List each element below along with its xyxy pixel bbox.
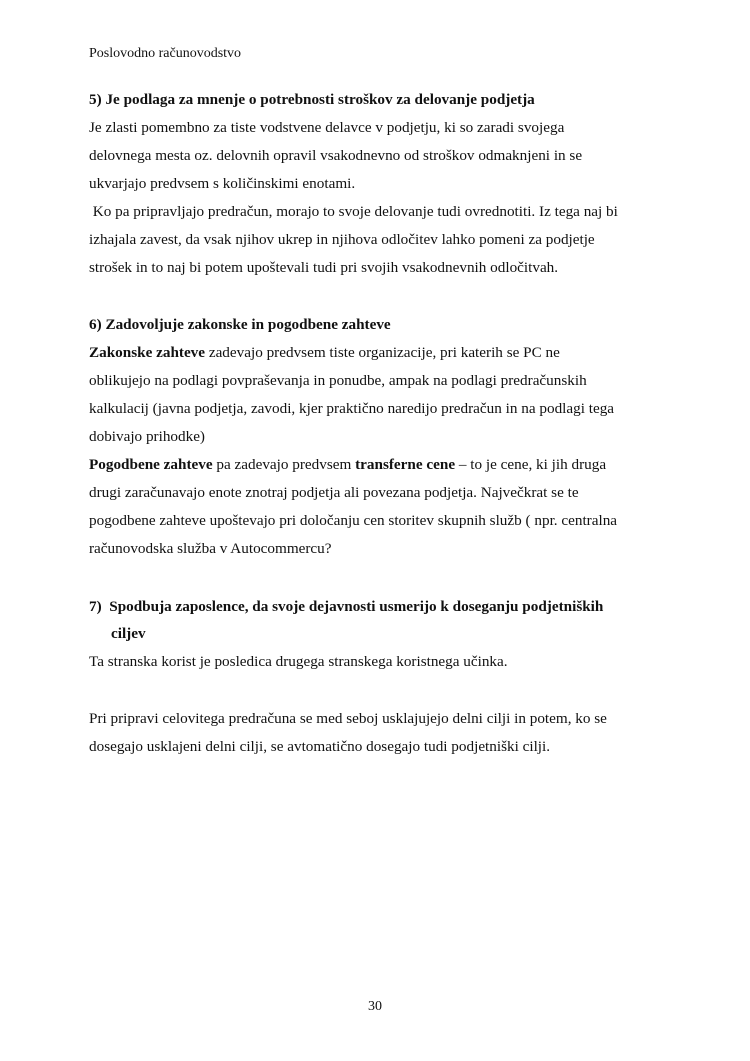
body-line: dosegajo usklajeni delni cilji, se avtomatično dosegajo tudi podjetniški cilji. [89, 738, 551, 755]
body-line: Ko pa pripravljajo predračun, morajo to svoje delovanje tudi ovrednotiti. Iz tega naj bi [89, 203, 618, 220]
body-line: Pri pripravi celovitega predračuna se med seboj usklajujejo delni cilji in potem, ko se [89, 710, 607, 727]
body-line: oblikujejo na podlagi povpraševanja in ponudbe, ampak na podlagi predračunskih [89, 372, 587, 389]
term-pogodbene-zahteve: Pogodbene zahteve [89, 456, 213, 473]
body-line: kalkulacij (javna podjetja, zavodi, kjer praktično naredijo predračun in na podlagi tega [89, 400, 615, 417]
body-line: drugi zaračunavajo enote znotraj podjetja ali povezana podjetja. Največkrat se te [89, 484, 579, 501]
body-line: Je zlasti pomembno za tiste vodstvene delavce v podjetju, ki so zaradi svojega [89, 119, 565, 136]
section-7-heading: 7) Spodbuja zaposlence, da svoje dejavnosti usmerijo k doseganju podjetniških [89, 598, 604, 615]
body-line: izhajala zavest, da vsak njihov ukrep in njihova odločitev lahko pomeni za podjetje [89, 231, 595, 248]
term-zakonske-zahteve: Zakonske zahteve [89, 344, 206, 361]
body-line: strošek in to naj bi potem upoštevali tudi pri svojih vsakodnevnih odločitvah. [89, 259, 559, 276]
section-6-heading: 6) Zadovoljuje zakonske in pogodbene zahteve [89, 316, 391, 333]
body-line: ukvarjajo predvsem s količinskimi enotami. [89, 175, 356, 192]
body-line [89, 455, 606, 475]
body-line: pogodbene zahteve upoštevajo pri določanju cen storitev skupnih služb ( npr. centralna [89, 512, 618, 529]
body-line [89, 343, 560, 363]
section-7-heading-cont: ciljev [111, 625, 146, 642]
term-transferne-cene: transferne cene [355, 456, 456, 473]
body-line: Ta stranska korist je posledica drugega stranskega koristnega učinka. [89, 653, 508, 670]
section-5-heading: 5) Je podlaga za mnenje o potrebnosti stroškov za delovanje podjetja [89, 91, 535, 108]
body-text: zadevajo predvsem tiste organizacije, pri katerih se PC ne [205, 344, 560, 361]
running-header: Poslovodno računovodstvo [89, 46, 242, 61]
body-line: delovnega mesta oz. delovnih opravil vsakodnevno od stroškov odmaknjeni in se [89, 147, 583, 164]
body-text: pa zadevajo predvsem [212, 456, 356, 473]
body-line: dobivajo prihodke) [89, 428, 205, 445]
page-number: 30 [368, 999, 382, 1014]
body-text: – to je cene, ki jih druga [455, 456, 607, 473]
body-line: računovodska služba v Autocommercu? [89, 540, 332, 557]
